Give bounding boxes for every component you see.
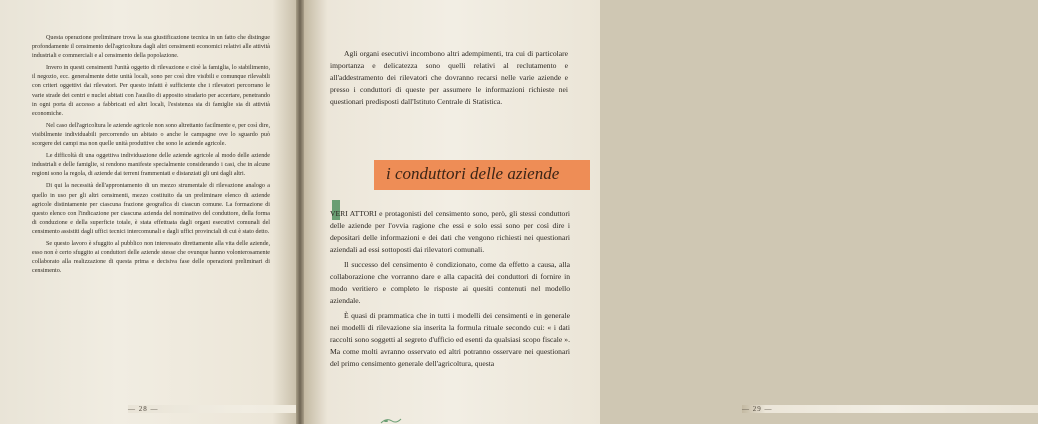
leaf-ornament-icon	[380, 418, 402, 424]
left-paragraph-4: Le difficoltà di una oggettiva individuazione delle aziende agricole al modo delle aziende industriali e delle famiglie, si rendono manifeste specialmente considerando i casi, che in alcune regioni sono la regola, di aziende dai terreni frammentati e distanziati gli uni dagli altri.	[32, 153, 270, 178]
right-paragraph-2: Il successo del censimento è condizionato, come da effetto a causa, alla collaborazione che vorranno dare e alla capacità dei conduttori di fornire in modo veritiero e completo le risposte ai quesiti contenuti nel modello aziendale.	[330, 260, 570, 305]
section-title: i conduttori delle aziende	[386, 164, 560, 183]
right-intro-paragraph: Agli organi esecutivi incombono altri adempimenti, tra cui di particolare importanza e delicatezza sono quelli relativi al reclutamento e all'addestramento dei rilevatori che dovranno recarsi nelle varie aziende e presso i conduttori di queste per assumere le informazioni richieste nei questionari predisposti dall'Istituto Centrale di Statistica.	[330, 49, 568, 106]
left-paragraph-3: Nel caso dell'agricoltura le aziende agricole non sono altrettanto facilmente e, per così dire, visibilmente individuabili percorrendo un abitato o anche le campagne ove lo sguardo può scorgere dei campi ma non quelle unità produttive che sono le aziende agricole.	[32, 122, 270, 148]
right-paragraph-1: VERI ATTORI e protagonisti del censimento sono, però, gli stessi conduttori delle aziende per l'ovvia ragione che essi e solo essi sono per così dire i depositari delle informazioni e dei dati che vengono richiesti nei questionari aziendali ad essi sottoposti dai rilevatori comunali.	[330, 209, 570, 254]
book-gutter	[296, 0, 304, 424]
left-page-text	[32, 34, 270, 279]
left-page-number: — 28 —	[128, 405, 424, 413]
right-section-text	[330, 208, 570, 373]
left-paragraph-1: Questa operazione preliminare trova la sua giustificazione tecnica in un fatto che distingue profondamente il censimento dell'agricoltura dagli altri censimenti economici relativi alle attività industriali e commerciali e al censimento della popolazione.	[32, 35, 270, 60]
left-paragraph-6: Se questo lavoro è sfuggito al pubblico non interessato direttamente alla vita delle aziende, esso non è certo sfuggito ai conduttori delle aziende stesse che ovunque hanno volonterosamente collaborato alla realizzazione di questa prima e decisiva fase delle operazioni preliminari di censimento.	[32, 240, 270, 275]
left-paragraph-2: Invero in questi censimenti l'unità oggetto di rilevazione e cioè la famiglia, lo stabilimento, il negozio, ecc. generalmente dette unità locali, sono per così dire visibili e comunque rilevabili con criteri oggettivi dai rilevatori. Per questo infatti è sufficiente che i rilevatori percorrano le varie strade dei centri e nuclei abitati con l'ausilio di apposito stradario per accertare, penetrando in ogni porta di accesso a fabbricati ed altri locali, l'esistenza sia di famiglie sia di attività economiche.	[32, 65, 270, 117]
section-banner	[374, 160, 590, 190]
right-intro-text	[330, 48, 568, 111]
right-page-number: — 29 —	[742, 405, 1038, 413]
left-page	[0, 0, 296, 424]
left-paragraph-5: Di qui la necessità dell'approntamento di un mezzo strumentale di rilevazione analogo a quello in uso per gli altri censimenti, mezzo costituito da un preliminare elenco di aziende agricole distintamente per ciascuna frazione geografica di ciascun comune. La formazione di questo elenco con l'indicazione per ciascuna azienda del nominativo del conduttore, della forma di conduzione e della superficie totale, è stata effettuata dagli organi esecutivi comunali del censimento assistiti dagli uffici tecnici intercomunali e dagli uffici provinciali di cui è stato detto.	[32, 183, 270, 235]
right-paragraph-3: È quasi di prammatica che in tutti i modelli dei censimenti e in generale nei modelli di rilevazione sia inserita la formula rituale secondo cui: « i dati raccolti sono soggetti al segreto d'ufficio ed esenti da qualsiasi scopo fiscale ». Ma come molti avranno osservato ed altri potranno osservare nei questionari del primo censimento generale dell'agricoltura, questa	[330, 311, 570, 368]
